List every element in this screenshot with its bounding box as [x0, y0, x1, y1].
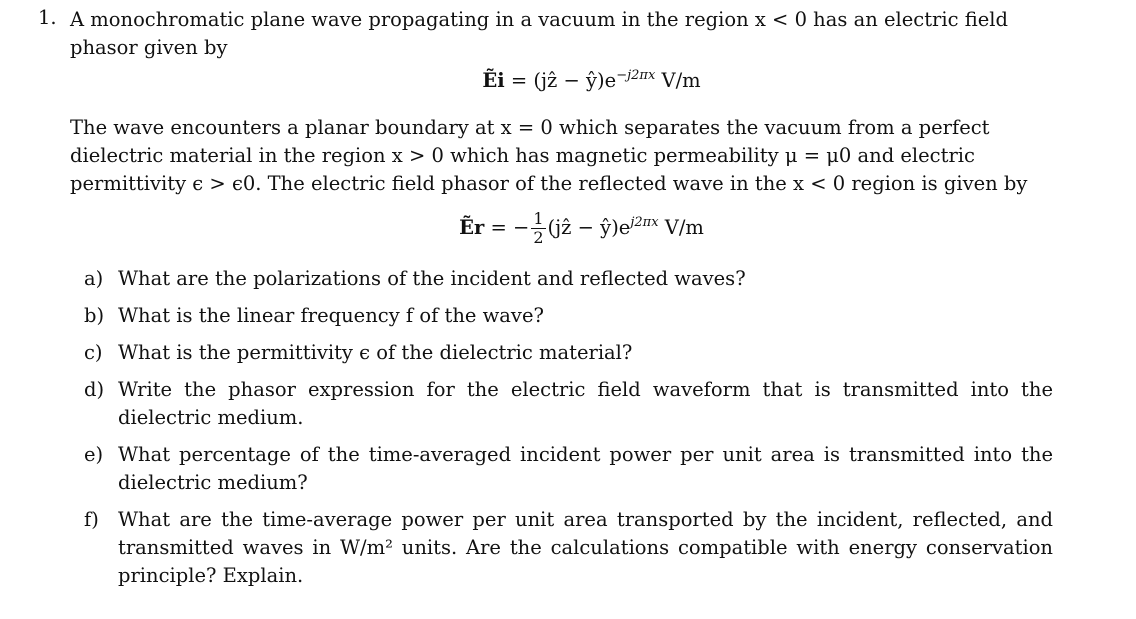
part-e	[84, 441, 1053, 497]
part-text: What is the permittivity ϵ of the dielectric material?	[118, 341, 633, 364]
fraction-denominator: 2	[533, 228, 544, 247]
part-f	[84, 506, 1053, 590]
part-b	[84, 302, 1053, 330]
equation-reflected	[70, 210, 1053, 247]
part-label: c)	[84, 341, 103, 364]
incident-field-symbol: Ẽi	[482, 69, 505, 92]
equation-incident	[70, 68, 1053, 92]
reflected-exponent: j2πx	[630, 215, 659, 230]
problem-middle-text: The wave encounters a planar boundary at x = 0 which separates the vacuum from a perfect dielectric material in the region x > 0 which has magnetic permeability μ = μ0 and electric permittivity ϵ > ϵ0. The electric field phasor of the reflected wave in the x < 0 region is given by	[70, 116, 1028, 195]
incident-exponent: −j2πx	[616, 68, 656, 83]
problem-parts-list	[70, 265, 1053, 590]
incident-field-rhs: = (jẑ − ŷ)e	[510, 69, 617, 92]
part-text: What is the linear frequency f of the wave?	[118, 304, 544, 327]
part-label: a)	[84, 267, 104, 290]
problem-intro: A monochromatic plane wave propagating in a vacuum in the region x < 0 has an electric field phasor given by	[70, 8, 1008, 59]
part-d	[84, 376, 1053, 432]
part-label: b)	[84, 304, 105, 327]
incident-units: V/m	[661, 69, 701, 92]
part-text: What percentage of the time-averaged incident power per unit area is transmitted into the dielectric medium?	[118, 443, 1053, 494]
reflected-fraction	[531, 210, 545, 247]
problem-body	[70, 6, 1053, 599]
reflected-field-symbol: Ẽr	[459, 216, 485, 239]
part-a	[84, 265, 1053, 293]
part-text: What are the time-average power per unit area transported by the incident, reflected, and transmitted waves in W/m² units. Are the calculations compatible with energy conservation principle? Explain.	[118, 508, 1053, 587]
problem-number: 1.	[38, 6, 57, 29]
problem-row	[38, 6, 1053, 599]
part-c	[84, 339, 1053, 367]
part-label: d)	[84, 378, 105, 401]
fraction-numerator: 1	[533, 209, 544, 228]
part-text: What are the polarizations of the incident and reflected waves?	[118, 267, 746, 290]
problem-1	[38, 6, 1053, 599]
part-label: f)	[84, 508, 99, 531]
part-text: Write the phasor expression for the electric field waveform that is transmitted into the dielectric medium.	[118, 378, 1053, 429]
part-label: e)	[84, 443, 104, 466]
reflected-field-rhs: (jẑ − ŷ)e	[547, 216, 631, 239]
reflected-sign: = −	[490, 216, 530, 239]
reflected-units: V/m	[664, 216, 704, 239]
